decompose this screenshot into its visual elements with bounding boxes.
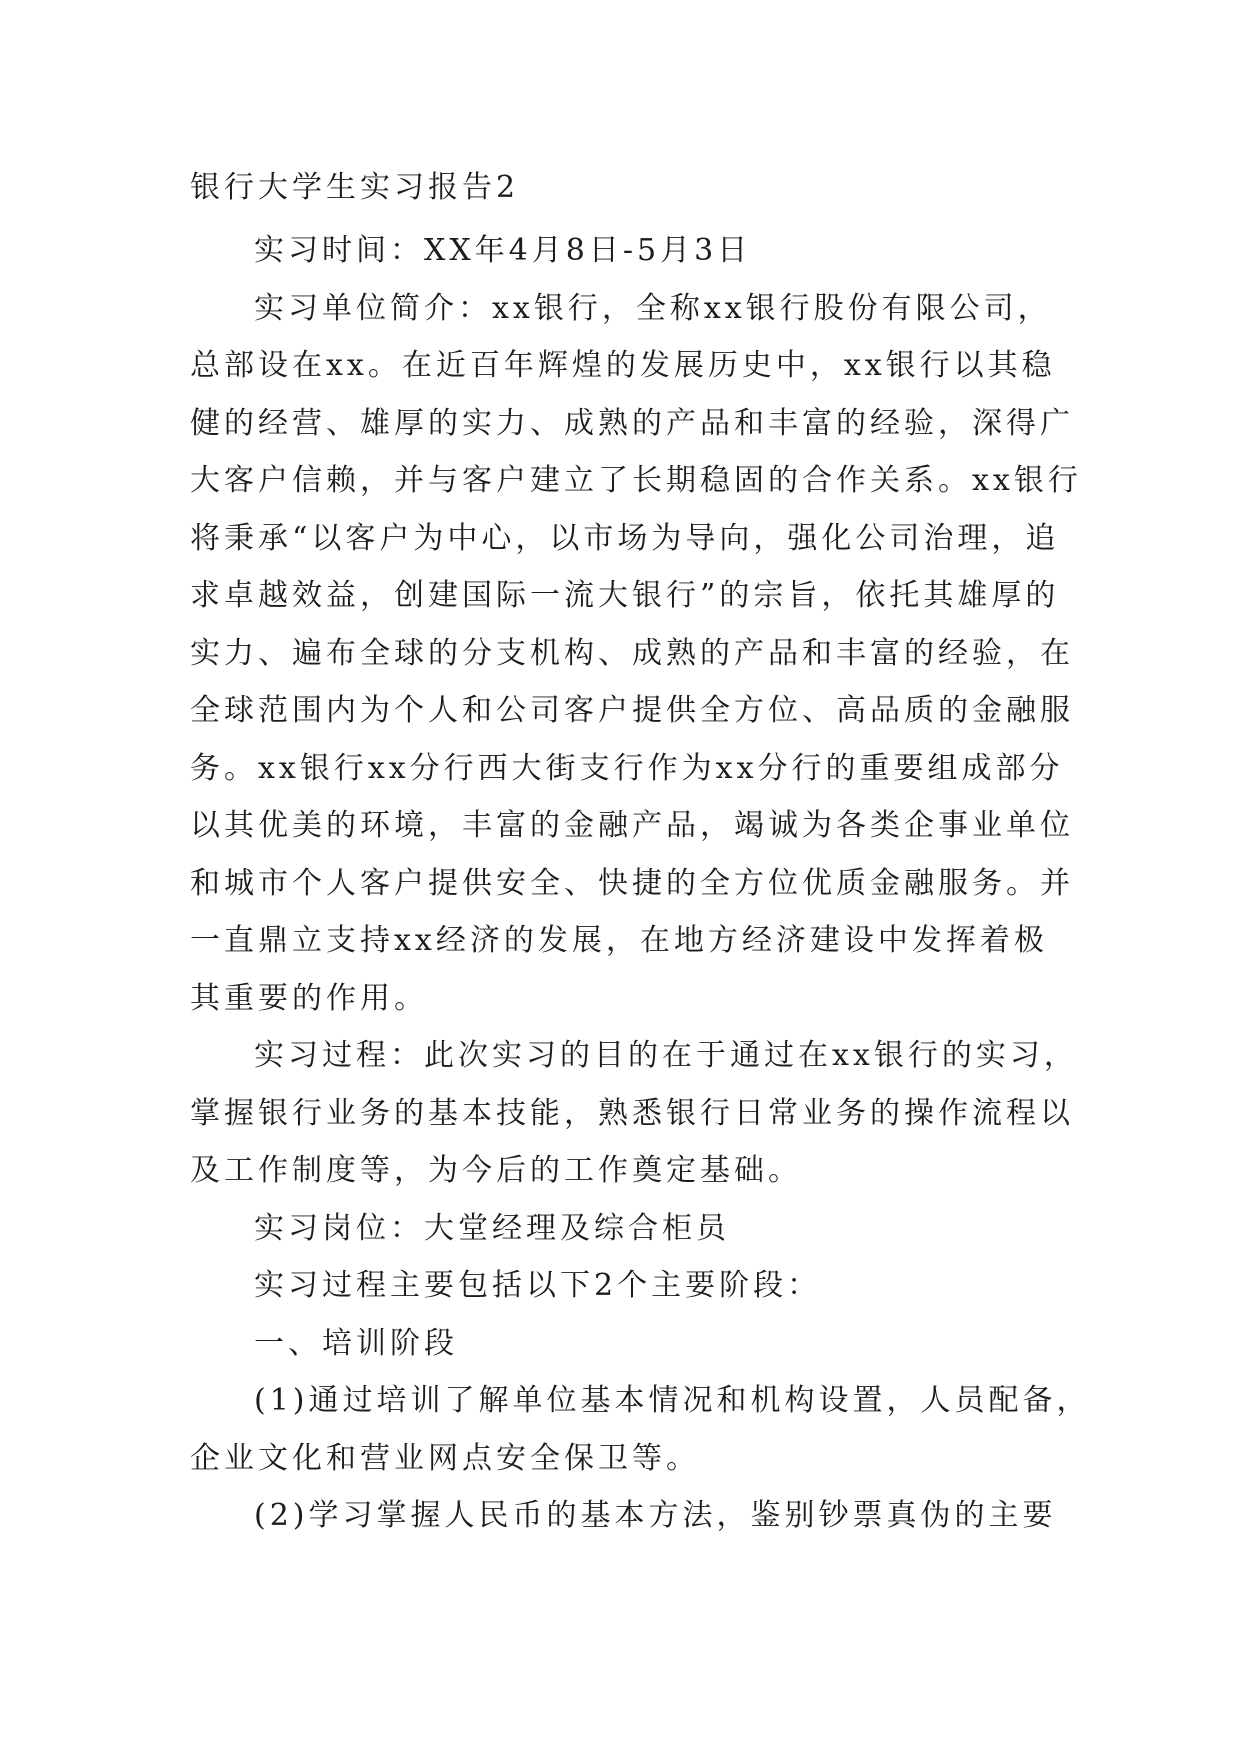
text-line: 一直鼎立支持xx经济的发展，在地方经济建设中发挥着极 (190, 923, 1048, 958)
document-page (190, 160, 1091, 1545)
text-line: (1)通过培训了解单位基本情况和机构设置，人员配备， (254, 1383, 1091, 1418)
paragraph (190, 280, 1082, 1028)
text-line: 大客户信赖，并与客户建立了长期稳固的合作关系。xx银行 (190, 463, 1082, 498)
paragraph (190, 1315, 1060, 1373)
text-line: 将秉承“以客户为中心，以市场为导向，强化公司治理，追 (190, 520, 1060, 556)
text-line: 和城市个人客户提供安全、快捷的全方位优质金融服务。并 (190, 865, 1074, 901)
text-line: 总部设在xx。在近百年辉煌的发展历史中，xx银行以其稳 (190, 348, 1056, 383)
text-line: 掌握银行业务的基本技能，熟悉银行日常业务的操作流程以 (190, 1095, 1074, 1131)
paragraph (190, 1487, 1060, 1545)
text-line: 全球范围内为个人和公司客户提供全方位、高品质的金融服 (190, 693, 1074, 728)
paragraph (190, 1372, 1091, 1487)
paragraph (190, 222, 1060, 280)
text-line: 实力、遍布全球的分支机构、成熟的产品和丰富的经验，在 (190, 635, 1074, 671)
paragraph (190, 1257, 1060, 1315)
text-line: 实习时间：XX年4月8日-5月3日 (254, 233, 752, 268)
text-line: 务。xx银行xx分行西大街支行作为xx分行的重要组成部分 (190, 750, 1064, 786)
text-line: 企业文化和营业网点安全保卫等。 (190, 1440, 700, 1476)
document-body (190, 222, 1091, 1545)
paragraph (190, 1027, 1078, 1200)
text-line: (2)学习掌握人民币的基本方法，鉴别钞票真伪的主要 (254, 1498, 1057, 1533)
text-line: 实习过程：此次实习的目的在于通过在xx银行的实习， (254, 1038, 1078, 1073)
text-line: 实习单位简介：xx银行，全称xx银行股份有限公司， (254, 290, 1052, 326)
text-line: 实习岗位：大堂经理及综合柜员 (254, 1210, 730, 1246)
paragraph (190, 1200, 1060, 1258)
text-line: 健的经营、雄厚的实力、成熟的产品和丰富的经验，深得广 (190, 405, 1074, 441)
text-line: 及工作制度等，为今后的工作奠定基础。 (190, 1153, 802, 1188)
text-line: 实习过程主要包括以下2个主要阶段： (254, 1268, 822, 1303)
text-line: 求卓越效益，创建国际一流大银行”的宗旨，依托其雄厚的 (190, 578, 1060, 613)
text-line: 其重要的作用。 (190, 980, 428, 1016)
document-title: 银行大学生实习报告2 (190, 170, 520, 205)
text-line: 以其优美的环境，丰富的金融产品，竭诚为各类企事业单位 (190, 808, 1074, 843)
text-line: 一、培训阶段 (254, 1325, 458, 1361)
